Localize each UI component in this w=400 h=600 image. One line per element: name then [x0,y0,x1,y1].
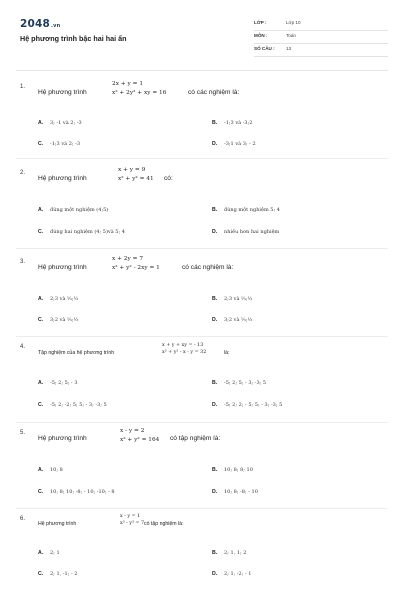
question-3 [16,254,388,338]
question-prefix: Hệ phương trình [38,435,87,442]
meta-key: SỐ CÂU : [254,46,275,51]
option-letter: B. [212,296,218,302]
question-divider [16,248,388,249]
equation-line: x - y = 1 [120,514,141,519]
equation-line: x² + y² = 164 [120,436,160,443]
question-6 [16,512,388,596]
meta-value: 13 [286,46,292,51]
equation-line: x² + y² - 2xy = 1 [112,264,160,271]
option-letter: C. [38,141,44,147]
option-letter: C. [38,402,44,408]
option-text: 2; 1, 1; 2 [224,550,247,556]
equation-line: x² + y² - x - y = 32 [162,350,207,356]
option-text: 3;2 và ⅓;⅓ [50,317,79,323]
option-letter: A. [38,120,44,126]
option-letter: C. [38,317,44,323]
option-letter: A. [38,550,44,556]
question-number: 4. [20,344,26,350]
question-number: 5. [20,430,26,436]
equation-system [112,255,160,273]
equation-line: x² + y² = 41 [118,175,154,182]
question-suffix: có tập nghiệm là: [144,521,184,527]
option-letter: C. [38,489,44,495]
option-d[interactable] [212,402,282,408]
logo-text: 2048 [20,18,51,30]
option-letter: A. [38,207,44,213]
meta-table [254,18,388,57]
question-1 [16,78,388,160]
question-number: 3. [20,259,26,265]
question-5 [16,426,388,510]
option-d[interactable] [212,229,279,235]
question-prefix: Hệ phương trình [38,175,87,182]
option-text: nhiều hơn hai nghiệm [224,229,280,235]
equation-line: x³ - y³ = 7 [120,521,145,527]
option-c[interactable] [38,402,107,408]
option-letter: B. [212,380,218,386]
option-letter: D. [212,141,218,147]
option-text: 2; 1, -1; - 2 [50,571,78,577]
option-a[interactable] [38,120,82,126]
question-suffix: là: [224,350,230,356]
option-letter: D. [212,317,218,323]
question-suffix: có các nghiệm là: [188,89,240,96]
option-c[interactable] [38,141,80,147]
option-letter: A. [38,380,44,386]
option-text: 2;3 và ⅓;⅓ [224,296,253,302]
meta-row-class [254,18,388,31]
logo-suffix: .vn [51,23,61,29]
meta-value: Toán [286,33,296,38]
option-text: 2; 1, -2; - 1 [224,571,252,577]
equation-line: x - y = 2 [120,428,145,434]
option-a[interactable] [38,467,63,473]
option-letter: D. [212,229,218,235]
option-a[interactable] [38,296,78,302]
question-divider [16,158,388,159]
option-c[interactable] [38,571,77,577]
equation-system [118,166,154,184]
question-number: 2. [20,170,26,176]
option-d[interactable] [212,489,258,495]
option-text: 10; 8; 10; -8; - 10; -10; - 8 [50,489,115,495]
equation-line: x + y + xy = - 13 [162,343,204,348]
option-letter: D. [212,571,218,577]
option-b[interactable] [212,120,252,126]
option-text: 2; 1 [50,550,60,556]
option-b[interactable] [212,380,266,386]
option-d[interactable] [212,571,251,577]
option-text: -5; 2; 2; - 5; 5; - 3; -3; 5 [224,402,283,408]
option-text: -3;1 và 3; - 2 [224,141,256,147]
equation-line: x + y = 9 [118,167,146,173]
option-text: đúng hai nghiệm (4; 5)và 5; 4 [50,229,125,235]
option-letter: B. [212,550,218,556]
option-text: -5; 2; -2; 5; 5; - 3; -3; 5 [50,402,107,408]
option-text: 3; -1 và 2; -3 [50,120,82,126]
question-suffix: có tập nghiệm là: [170,435,221,442]
question-4 [16,340,388,424]
option-text: đúng một nghiệm 5; 4 [224,207,280,213]
option-b[interactable] [212,467,253,473]
question-divider [16,422,388,423]
site-logo[interactable] [20,18,60,30]
option-text: đúng một nghiệm (4;5) [50,207,109,213]
meta-row-count [254,44,388,57]
question-number: 6. [20,516,26,522]
option-a[interactable] [38,207,108,213]
option-letter: D. [212,489,218,495]
question-prefix: Hệ phương trình [38,89,87,96]
option-text: -5; 2; 5; - 3 [50,380,78,386]
option-letter: A. [38,467,44,473]
divider [16,70,388,71]
meta-key: MÔN : [254,33,268,38]
equation-line: x + 2y = 7 [112,256,144,262]
question-prefix: Hệ phương trình [38,521,77,527]
option-b[interactable] [212,550,246,556]
question-suffix: có các nghiệm là: [182,264,234,271]
question-divider [16,508,388,509]
option-text: 10; 8 [50,467,63,473]
equation-system [162,342,206,357]
option-letter: C. [38,571,44,577]
option-letter: D. [212,402,218,408]
option-text: 10; 8; -8; - 10 [224,489,258,495]
equation-system [120,427,159,445]
option-b[interactable] [212,296,252,302]
question-prefix: Hệ phương trình [38,264,87,271]
option-text: -1;3 và -3;2 [224,120,253,126]
option-c[interactable] [38,317,78,323]
option-c[interactable] [38,229,125,235]
meta-key: LỚP : [254,20,267,25]
option-a[interactable] [38,550,60,556]
option-text: 10; 8; 8; 10 [224,467,253,473]
option-d[interactable] [212,317,252,323]
equation-system [112,80,166,98]
option-a[interactable] [38,380,78,386]
header [16,14,388,66]
option-letter: C. [38,229,44,235]
option-c[interactable] [38,489,115,495]
option-b[interactable] [212,207,280,213]
option-letter: B. [212,207,218,213]
option-letter: B. [212,120,218,126]
option-letter: B. [212,467,218,473]
equation-line: x² + 2y² + xy = 16 [112,89,167,96]
question-prefix: Tập nghiệm của hệ phương trình [38,350,115,356]
option-text: -5; 2; 5; - 3; -3; 5 [224,380,267,386]
option-letter: A. [38,296,44,302]
meta-value: Lớp 10 [286,20,301,25]
question-number: 1. [20,84,26,90]
question-2 [16,164,388,250]
equation-system [120,513,144,528]
option-text: 3;2 và ⅓;⅓ [224,317,253,323]
option-text: -1;3 và 2; -3 [50,141,81,147]
question-suffix: có: [164,175,173,182]
equation-line: 2x + y = 1 [112,81,144,87]
meta-row-subject [254,31,388,44]
question-divider [16,336,388,337]
page-title: Hệ phương trình bậc hai hai ẩn [20,34,127,43]
option-text: 2;3 và ⅓;⅓ [50,296,79,302]
option-d[interactable] [212,141,256,147]
